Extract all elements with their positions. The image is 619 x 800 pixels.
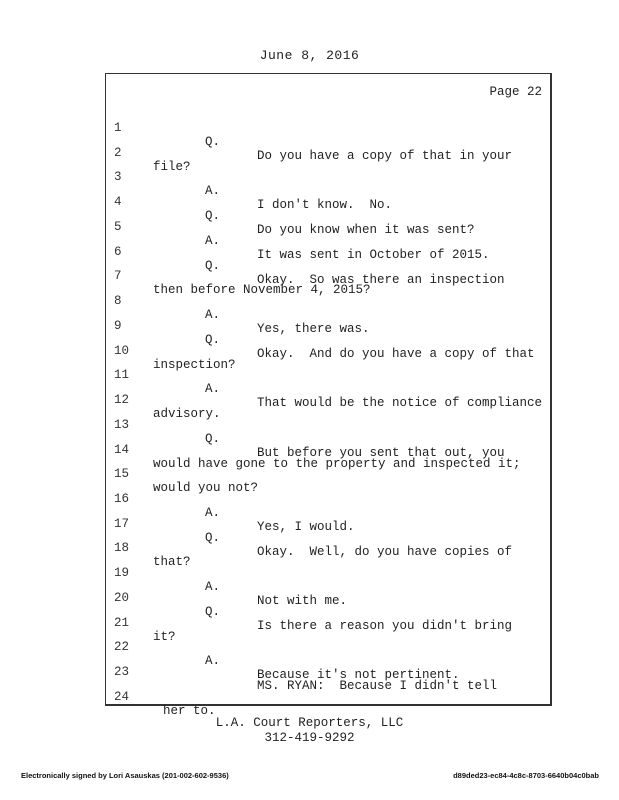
line-number: 1 (114, 121, 122, 135)
line-text: would have gone to the property and inspected it; (153, 457, 521, 471)
speaker-label: A. (205, 382, 221, 396)
line-text: Do you know when it was sent? (257, 223, 475, 237)
court-reporter-company: L.A. Court Reporters, LLC (215, 716, 404, 730)
transcript-line (106, 156, 553, 212)
line-text: Yes, I would. (257, 520, 355, 534)
speaker-label: A. (205, 654, 221, 668)
speaker-label: Q. (205, 209, 221, 223)
speaker-label: Q. (205, 605, 221, 619)
transcript-line (106, 107, 553, 163)
line-text: I don't know. No. (257, 198, 393, 212)
line-text: Do you have a copy of that in your (257, 149, 513, 163)
line-number: 6 (114, 245, 122, 259)
court-reporter-phone: 312-419-9292 (264, 731, 355, 745)
transcript-date: June 8, 2016 (259, 48, 360, 63)
line-number: 9 (114, 319, 122, 333)
speaker-label: Q. (205, 259, 221, 273)
electronic-signature-note: Electronically signed by Lori Asauskas (201-002-602-9536) (21, 771, 229, 780)
line-text: inspection? (153, 358, 236, 372)
speaker-label: A. (205, 308, 221, 322)
line-text: It was sent in October of 2015. (257, 248, 490, 262)
line-number: 22 (114, 640, 130, 654)
line-text: it? (153, 630, 176, 644)
speaker-label: Q. (205, 333, 221, 347)
line-number: 2 (114, 146, 122, 160)
line-text: file? (153, 160, 191, 174)
page-number: Page 22 (489, 85, 542, 99)
speaker-label: A. (205, 506, 221, 520)
speaker-label: Q. (205, 135, 221, 149)
transcript-line (106, 453, 553, 495)
speaker-label: A. (205, 580, 221, 594)
line-text: Because it's not pertinent. (257, 668, 460, 682)
line-number: 18 (114, 541, 130, 555)
line-text: That would be the notice of compliance (257, 396, 543, 410)
line-text: then before November 4, 2015? (153, 283, 371, 297)
transcript-line (106, 280, 553, 336)
speaker-label: Q. (205, 531, 221, 545)
line-number: 12 (114, 393, 130, 407)
speaker-label: A. (205, 184, 221, 198)
line-number: 23 (114, 665, 130, 679)
line-number: 15 (114, 467, 130, 481)
line-text: Is there a reason you didn't bring (257, 619, 513, 633)
line-text: Okay. Well, do you have copies of (257, 545, 513, 559)
line-number: 4 (114, 195, 122, 209)
line-text: MS. RYAN: Because I didn't tell (257, 679, 498, 693)
line-text: Not with me. (257, 594, 348, 608)
line-number: 17 (114, 517, 130, 531)
line-number: 21 (114, 616, 130, 630)
line-number: 8 (114, 294, 122, 308)
line-number: 10 (114, 344, 130, 358)
speaker-label: Q. (205, 432, 221, 446)
transcript-line (106, 676, 553, 718)
line-text: Yes, there was. (257, 322, 370, 336)
line-number: 7 (114, 269, 122, 283)
line-text: advisory. (153, 407, 221, 421)
line-number: 19 (114, 566, 130, 580)
transcript-page-frame (105, 73, 552, 718)
speaker-label: A. (205, 234, 221, 248)
line-number: 11 (114, 368, 130, 382)
line-number: 24 (114, 690, 130, 704)
line-number: 20 (114, 591, 130, 605)
line-text: her to. (163, 704, 216, 718)
line-number: 13 (114, 418, 130, 432)
line-text: Okay. So was there an inspection (257, 273, 505, 287)
line-number: 5 (114, 220, 122, 234)
line-number: 3 (114, 170, 122, 184)
line-text: that? (153, 555, 191, 569)
line-number: 16 (114, 492, 130, 506)
document-hash-id: d89ded23-ec84-4c8c-8703-6640b04c0bab (453, 771, 599, 780)
line-text: Okay. And do you have a copy of that (257, 347, 535, 361)
line-text: But before you sent that out, you (257, 446, 505, 460)
line-text: would you not? (153, 481, 259, 495)
line-number: 14 (114, 443, 130, 457)
